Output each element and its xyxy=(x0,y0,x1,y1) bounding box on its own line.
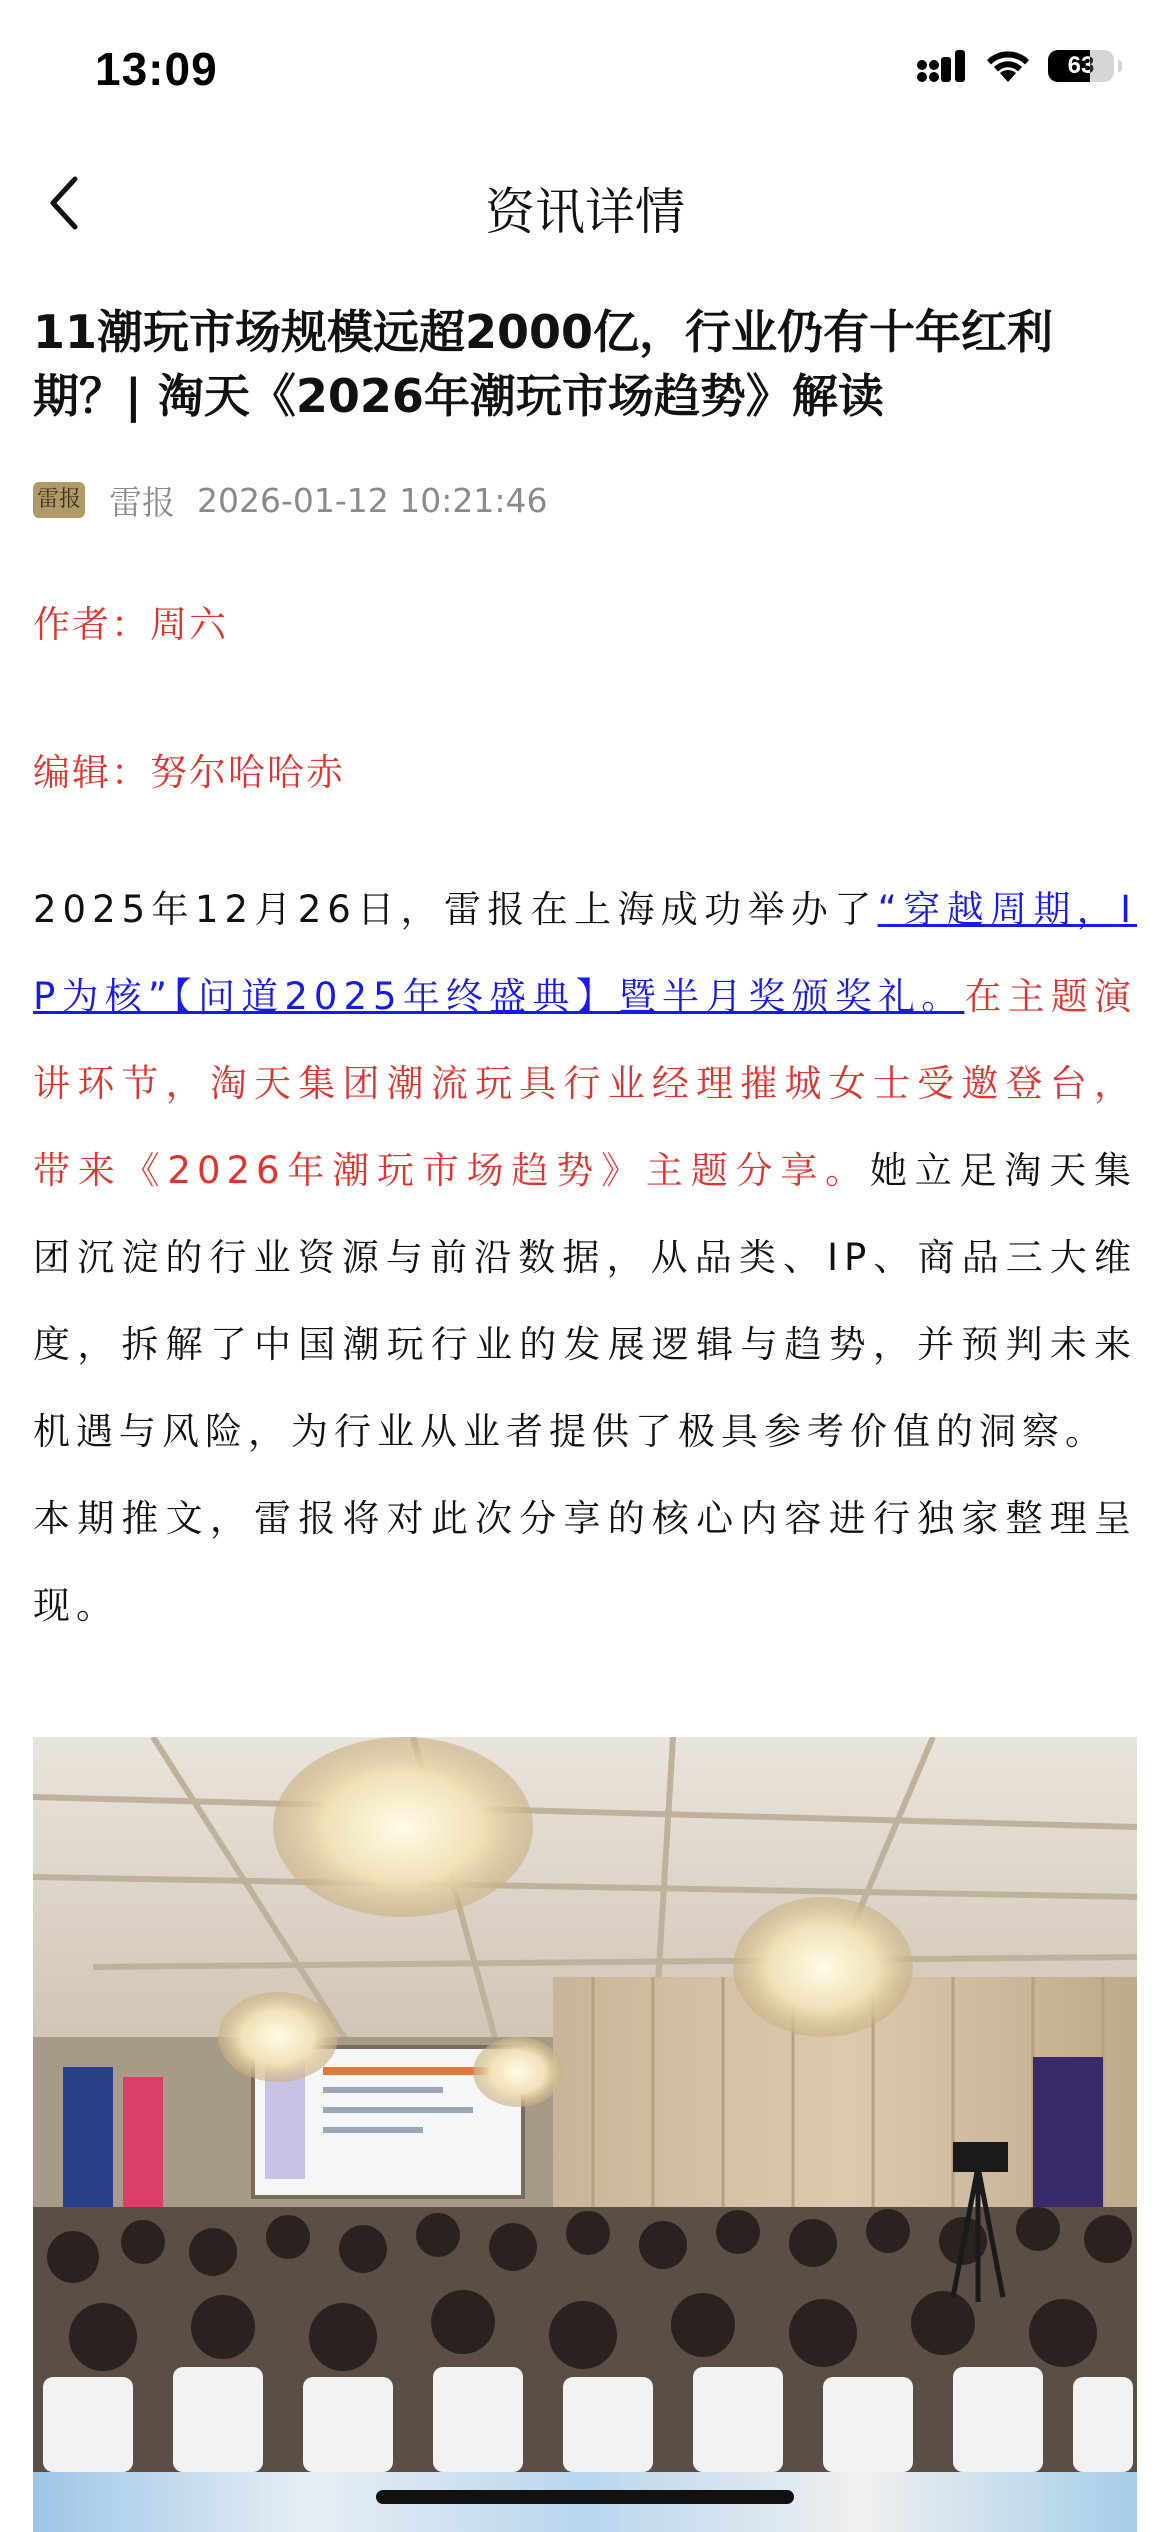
page-title: 资讯详情 xyxy=(485,183,685,241)
status-icons xyxy=(916,48,1122,84)
article-meta xyxy=(33,480,1137,520)
article-content xyxy=(33,300,1137,1649)
paragraph-1-prefix: 2025年12月26日，雷报在上海成功举办了 xyxy=(33,888,878,931)
editor-line: 编辑：努尔哈哈赤 xyxy=(33,751,345,794)
battery-level: 63 xyxy=(1067,52,1095,79)
article-date: 2026-01-12 10:21:46 xyxy=(197,480,548,520)
battery-cap xyxy=(1118,60,1122,72)
source-logo: 雷报 xyxy=(33,482,85,518)
cellular-signal-icon xyxy=(916,49,968,83)
article-title: 11潮玩市场规模远超2000亿，行业仍有十年红利期？| 淘天《2026年潮玩市场趋势》解读 xyxy=(33,305,1054,423)
conference-photo[interactable] xyxy=(33,1737,1137,2472)
wifi-icon xyxy=(984,48,1032,84)
status-bar xyxy=(0,0,1170,150)
event-link[interactable]: “穿越周期，IP为核”【问道2025年终盛典】暨半月奖颁奖礼。 xyxy=(33,888,1137,1018)
paragraph-1-highlight: 在主题演讲环节，淘天集团潮流玩具行业经理摧城女士受邀登台，带来《2026年潮玩市场趋势》主题分享。 xyxy=(33,975,1137,1192)
paragraph-2: 本期推文，雷报将对此次分享的核心内容进行独家整理呈现。 xyxy=(33,1497,1137,1627)
battery-icon xyxy=(1048,50,1114,82)
status-time: 13:09 xyxy=(95,43,218,95)
paragraph-1 xyxy=(33,866,1137,1475)
article-source[interactable]: 雷报 xyxy=(109,482,175,522)
home-indicator[interactable] xyxy=(376,2490,794,2504)
author-line: 作者：周六 xyxy=(33,603,228,646)
nav-bar xyxy=(0,150,1170,260)
paragraph-1-rest: 她立足淘天集团沉淀的行业资源与前沿数据，从品类、IP、商品三大维度，拆解了中国潮玩行业的发展逻辑与趋势，并预判未来机遇与风险，为行业从业者提供了极具参考价值的洞察。 xyxy=(33,1149,1137,1453)
article-body xyxy=(33,866,1137,1649)
